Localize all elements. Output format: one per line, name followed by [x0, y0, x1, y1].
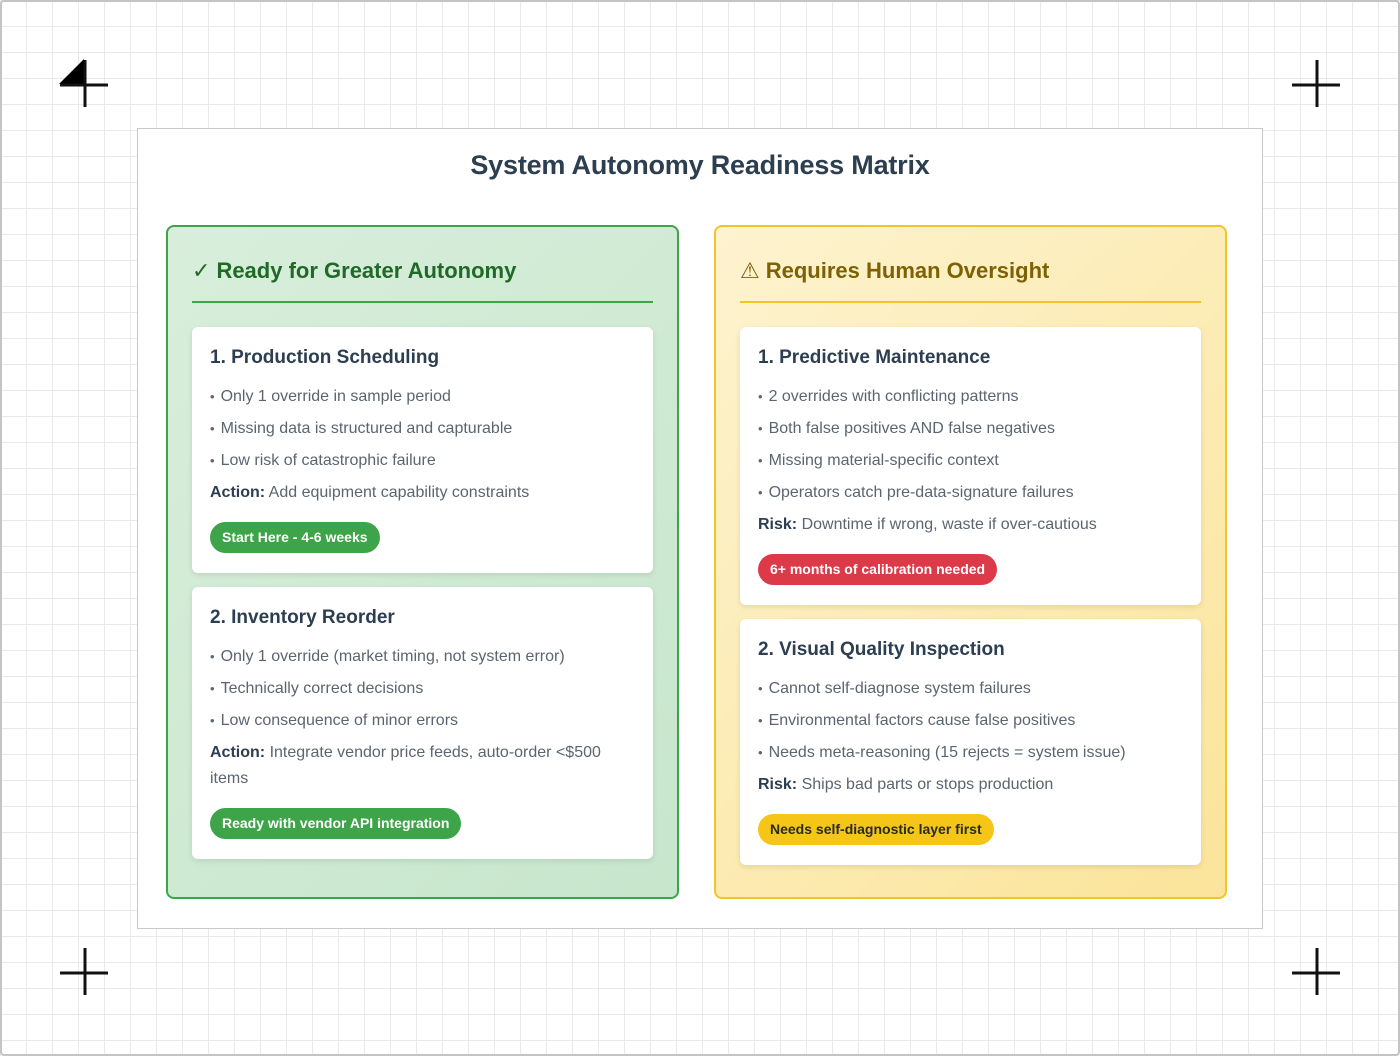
- bullet-icon: •: [758, 421, 763, 436]
- bullet-icon: •: [210, 713, 215, 728]
- ready-panel-title: Ready for Greater Autonomy: [216, 258, 517, 283]
- bullet-icon: •: [758, 713, 763, 728]
- list-item: • Low consequence of minor errors: [210, 705, 635, 737]
- risk-note: Risk: Downtime if wrong, waste if over-cautious: [758, 516, 1097, 533]
- list-item: • 2 overrides with conflicting patterns: [758, 381, 1183, 413]
- list-item: • Operators catch pre-data-signature failures: [758, 477, 1183, 509]
- list-item: • Environmental factors cause false positives: [758, 705, 1183, 737]
- card-title: 1. Predictive Maintenance: [758, 347, 991, 368]
- status-badge: Needs self-diagnostic layer first: [758, 814, 994, 845]
- bullet-icon: •: [210, 389, 215, 404]
- list-item: • Both false positives AND false negatives: [758, 413, 1183, 445]
- card-predictive-maintenance: [740, 327, 1201, 605]
- action-note: Action: Integrate vendor price feeds, auto-order <$500 items: [210, 744, 601, 787]
- bullet-icon: •: [758, 485, 763, 500]
- bullet-icon: •: [210, 681, 215, 696]
- page-title: System Autonomy Readiness Matrix: [470, 150, 930, 180]
- status-badge: Ready with vendor API integration: [210, 808, 461, 839]
- ready-panel-header: [192, 227, 653, 303]
- oversight-panel: [714, 225, 1227, 899]
- list-item: • Cannot self-diagnose system failures: [758, 673, 1183, 705]
- list-item: • Missing material-specific context: [758, 445, 1183, 477]
- bullet-icon: •: [758, 389, 763, 404]
- bullet-icon: •: [210, 421, 215, 436]
- bullet-icon: •: [758, 681, 763, 696]
- oversight-panel-title: Requires Human Oversight: [765, 258, 1050, 283]
- card-title: 2. Inventory Reorder: [210, 607, 395, 628]
- bullet-list: [758, 381, 1183, 509]
- bullet-icon: •: [210, 649, 215, 664]
- card-title: 2. Visual Quality Inspection: [758, 639, 1005, 660]
- risk-note: Risk: Ships bad parts or stops production: [758, 776, 1054, 793]
- ready-panel: [166, 225, 679, 899]
- corner-mark-top-left: [59, 59, 109, 109]
- oversight-panel-header: [740, 227, 1201, 303]
- list-item: • Only 1 override in sample period: [210, 381, 635, 413]
- card-visual-quality-inspection: [740, 619, 1201, 865]
- list-item: • Low risk of catastrophic failure: [210, 445, 635, 477]
- bullet-icon: •: [210, 453, 215, 468]
- list-item: • Technically correct decisions: [210, 673, 635, 705]
- bullet-list: [210, 641, 635, 737]
- action-note: Action: Add equipment capability constraints: [210, 484, 530, 501]
- bullet-icon: •: [758, 745, 763, 760]
- bullet-icon: •: [758, 453, 763, 468]
- status-badge: Start Here - 4-6 weeks: [210, 522, 380, 553]
- corner-mark-top-right: [1291, 59, 1341, 109]
- card-production-scheduling: [192, 327, 653, 573]
- list-item: • Only 1 override (market timing, not system error): [210, 641, 635, 673]
- list-item: • Needs meta-reasoning (15 rejects = system issue): [758, 737, 1183, 769]
- bullet-list: [210, 381, 635, 477]
- card-title: 1. Production Scheduling: [210, 347, 440, 368]
- corner-mark-bottom-right: [1291, 947, 1341, 997]
- card-inventory-reorder: [192, 587, 653, 859]
- check-icon: ✓: [192, 258, 211, 283]
- corner-mark-bottom-left: [59, 947, 109, 997]
- status-badge: 6+ months of calibration needed: [758, 554, 997, 585]
- warning-icon: ⚠: [740, 258, 760, 283]
- list-item: • Missing data is structured and capturable: [210, 413, 635, 445]
- bullet-list: [758, 673, 1183, 769]
